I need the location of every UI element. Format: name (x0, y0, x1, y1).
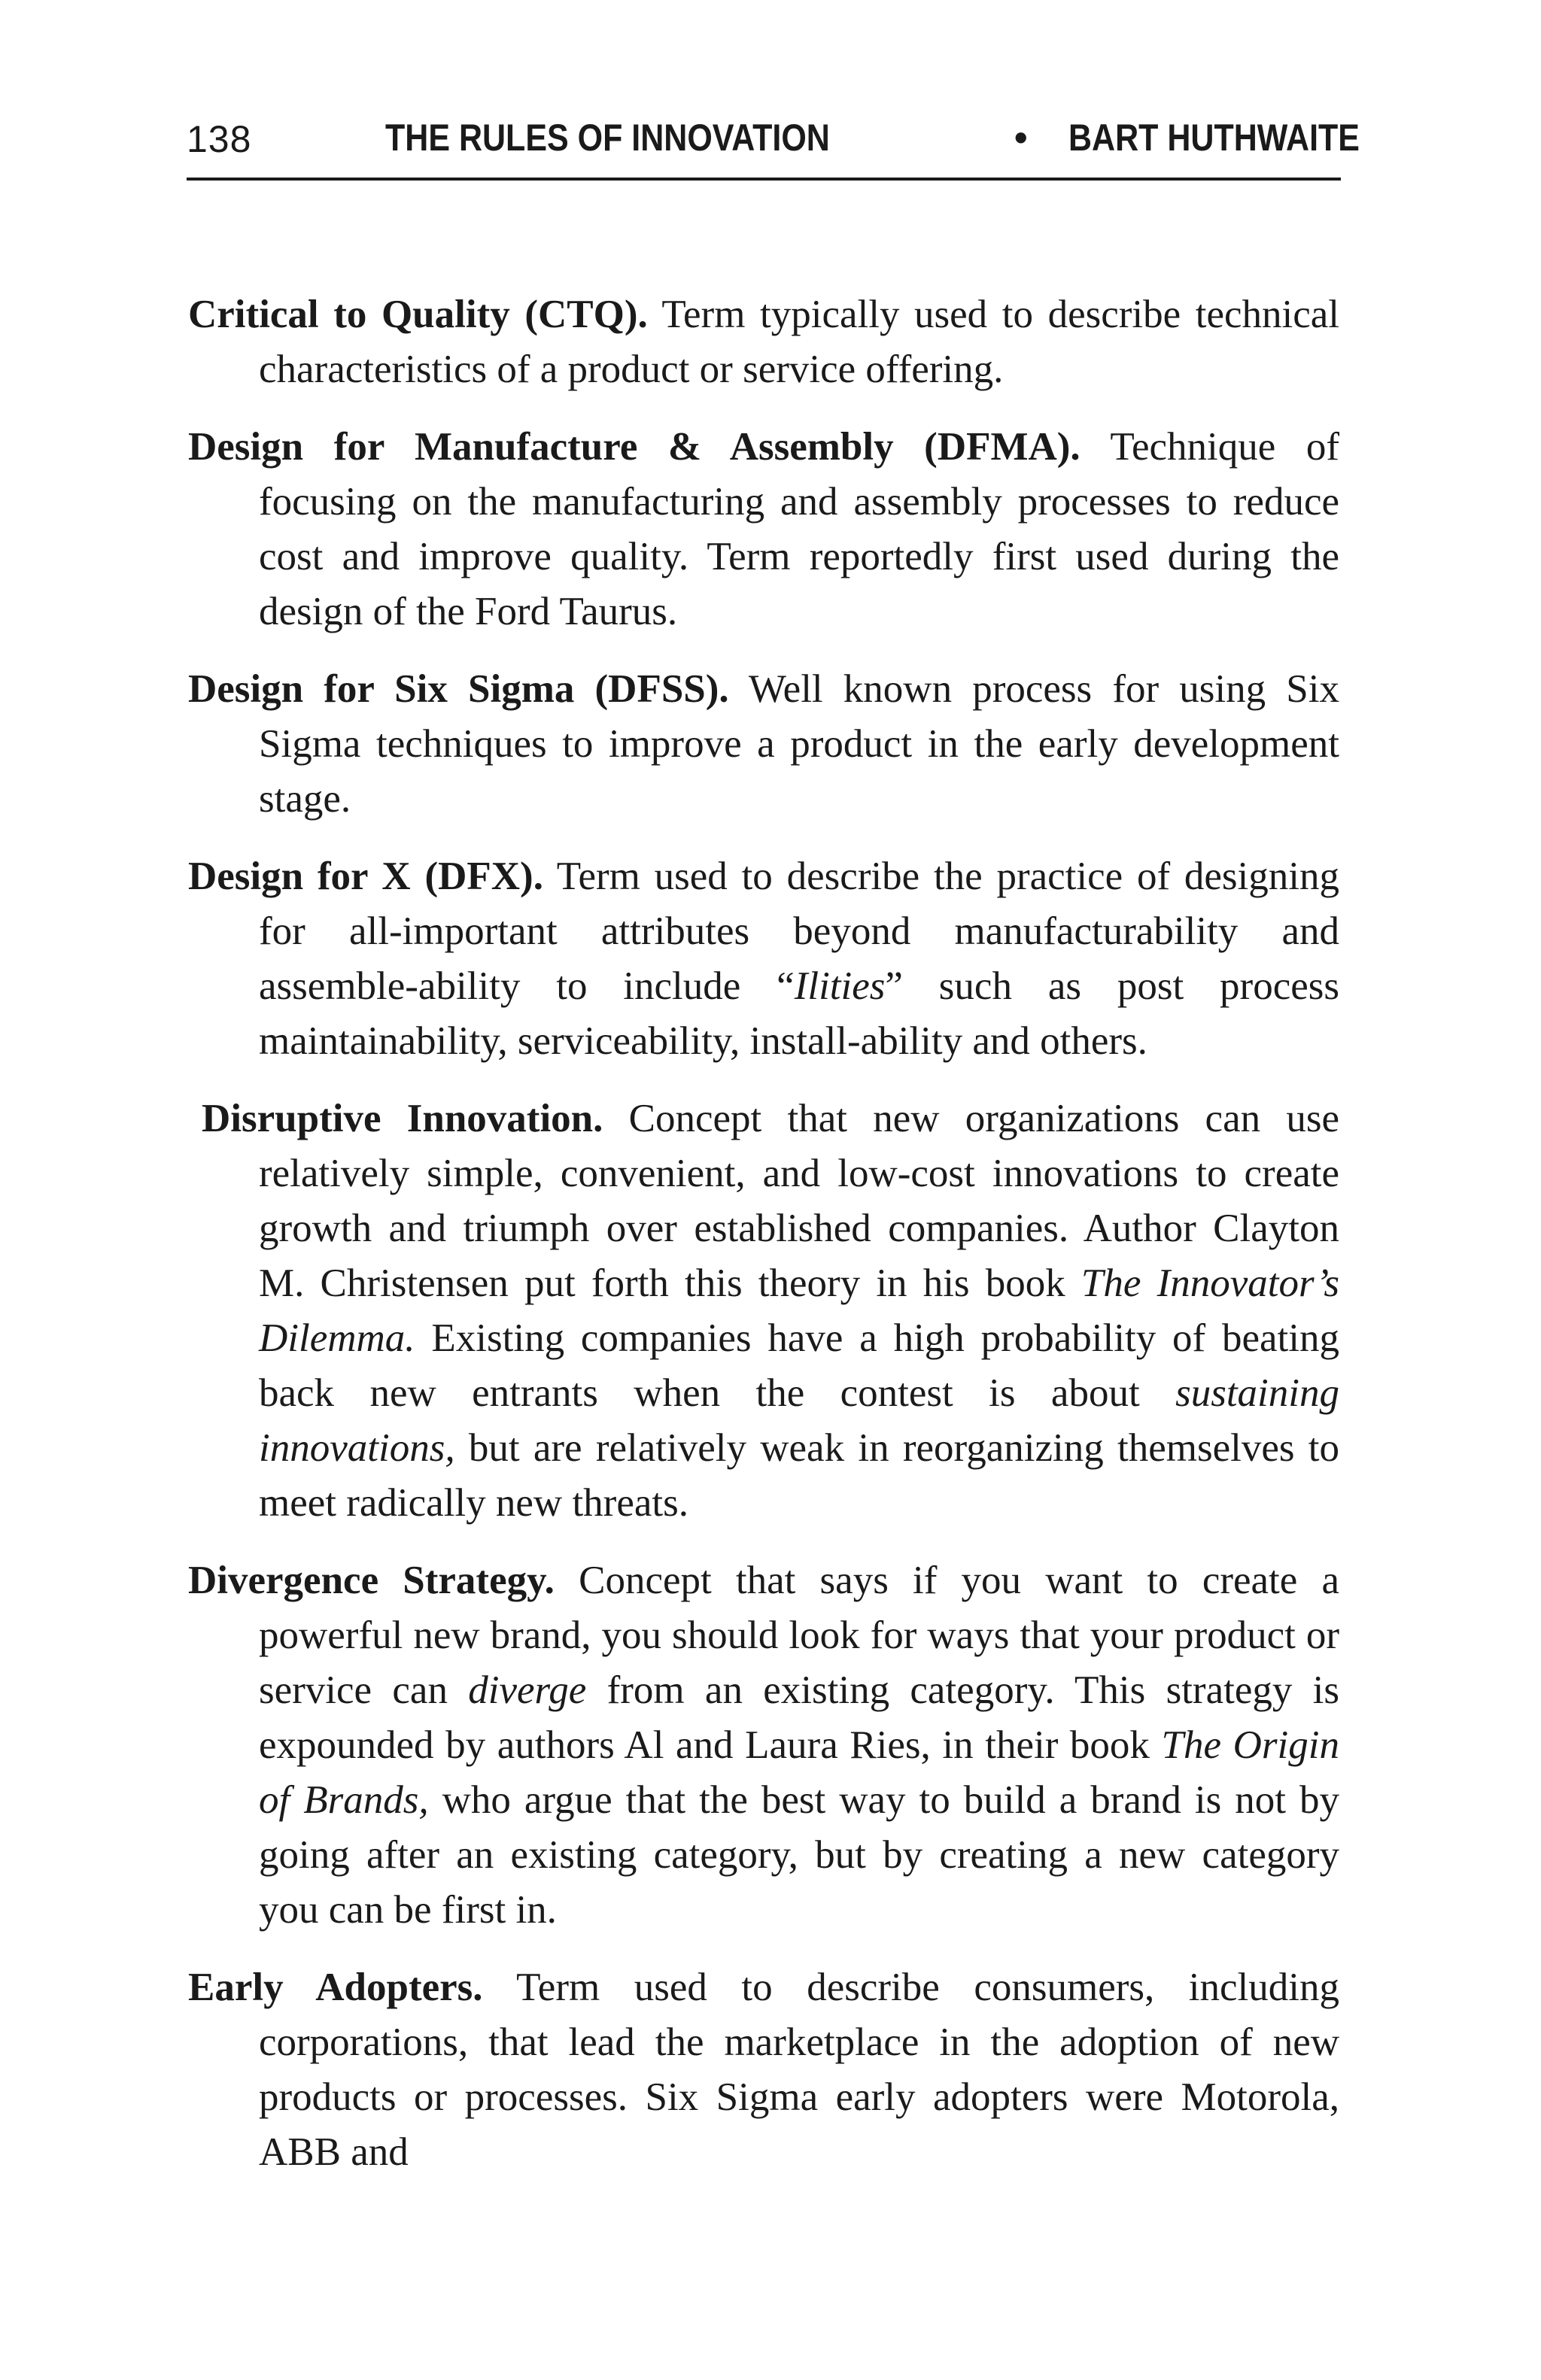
glossary (188, 287, 1339, 2202)
glossary-term: Design for Six Sigma (DFSS). (188, 667, 729, 711)
page-number: 138 (187, 118, 252, 160)
glossary-definition: from an existing category. This strategy is expounded by authors Al and Laura Ries, in their book (259, 1668, 1340, 1767)
glossary-definition-italic: The Origin of Brands, (259, 1723, 1339, 1822)
glossary-term: Design for Manufacture & Assembly (DFMA). (188, 425, 1081, 469)
glossary-definition: ” such as post process maintainability, serviceability, install-ability and others. (259, 964, 1340, 1063)
glossary-entry (188, 662, 1339, 827)
glossary-entry (202, 1091, 1339, 1531)
glossary-definition: Existing companies have a high probability of beating back new entrants when the contest is about (259, 1316, 1340, 1415)
glossary-definition: Technique of focusing on the manufacturing and assembly processes to reduce cost and improve quality. Term reportedly first used during the design of the Ford Taurus. (259, 425, 1340, 633)
glossary-term: Design for X (DFX). (188, 855, 543, 898)
running-head (187, 113, 1360, 181)
author-name: BART HUTHWAITE (1068, 117, 1360, 159)
glossary-definition: Term used to describe consumers, including corporations, that lead the marketplace in the adoption of new products or processes. Six Sigma early adopters were Motorola, ABB and (259, 1966, 1339, 2174)
glossary-definition: Concept that says if you want to create a powerful new brand, you should look for ways that your product or service can (259, 1559, 1339, 1712)
glossary-definition: Term used to describe the practice of designing for all-important attributes beyond manufacturability and assemble-ability to include “ (259, 855, 1339, 1008)
glossary-definition-italic: Ilities (794, 964, 886, 1008)
header-separator: • (1014, 117, 1028, 159)
book-title: THE RULES OF INNOVATION (385, 117, 830, 159)
glossary-definition-italic: sustaining innovations, (259, 1371, 1340, 1470)
glossary-definition-italic: diverge (468, 1668, 587, 1712)
glossary-definition: but are relatively weak in reorganizing themselves to meet radically new threats. (259, 1426, 1339, 1525)
glossary-entry (188, 1960, 1339, 2180)
glossary-entry (188, 849, 1339, 1069)
glossary-term: Critical to Quality (CTQ). (188, 293, 648, 336)
glossary-definition: Well known process for using Six Sigma techniques to improve a product in the early development stage. (259, 667, 1340, 821)
glossary-definition: Concept that new organizations can use relatively simple, convenient, and low-cost innovations to create growth and triumph over established companies. Author Clayton M. Christensen put forth this theory in his book (259, 1097, 1339, 1305)
glossary-entry (188, 420, 1339, 639)
glossary-term: Early Adopters. (188, 1966, 483, 2009)
glossary-definition: who argue that the best way to build a brand is not by going after an existing category, but by creating a new category you can be first in. (259, 1778, 1340, 1932)
glossary-term: Divergence Strategy. (188, 1559, 555, 1602)
glossary-definition-italic: The Innovator’s Dilemma. (259, 1261, 1340, 1360)
glossary-entry (188, 287, 1339, 397)
glossary-term: Disruptive Innovation. (202, 1097, 603, 1140)
glossary-definition: Term typically used to describe technical characteristics of a product or service offering. (259, 293, 1339, 391)
glossary-entry (188, 1553, 1339, 1938)
